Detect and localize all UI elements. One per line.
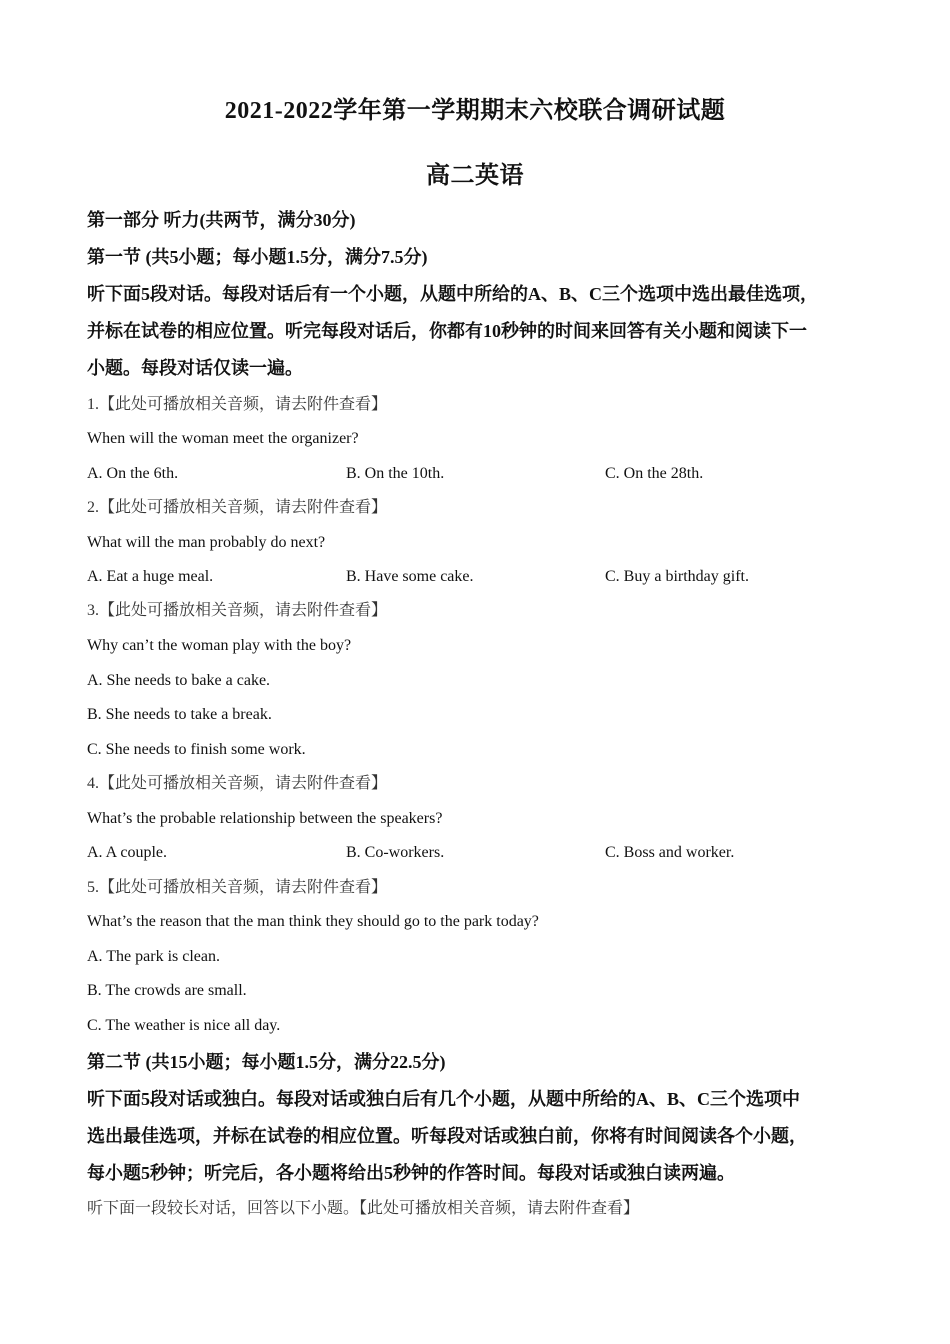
section2-instruction-line: 听下面5段对话或独白。每段对话或独白后有几个小题，从题中所给的A、B、C三个选项中: [87, 1089, 800, 1109]
audio-note-q2: 2.【此处可播放相关音频，请去附件查看】: [87, 499, 388, 516]
question-q3: Why can’t the woman play with the boy?: [87, 637, 352, 654]
section1-instruction-line: 小题。每段对话仅读一遍。: [87, 358, 303, 378]
option-q1-a: A. On the 6th.: [87, 465, 179, 482]
option-q4-b: B. Co-workers.: [346, 844, 445, 861]
option-q4-a: A. A couple.: [87, 844, 167, 861]
option-q5-b: B. The crowds are small.: [87, 982, 247, 999]
option-q3-b: B. She needs to take a break.: [87, 706, 272, 723]
option-q2-b: B. Have some cake.: [346, 568, 474, 585]
question-q5: What’s the reason that the man think they should go to the park today?: [87, 913, 539, 930]
option-q1-b: B. On the 10th.: [346, 465, 445, 482]
part1-heading: 第一部分 听力(共两节，满分30分): [87, 210, 356, 230]
question-q2: What will the man probably do next?: [87, 534, 326, 551]
option-q5-c: C. The weather is nice all day.: [87, 1017, 281, 1034]
audio-note-q1: 1.【此处可播放相关音频，请去附件查看】: [87, 396, 388, 413]
option-q4-c: C. Boss and worker.: [605, 844, 735, 861]
question-q4: What’s the probable relationship between the speakers?: [87, 810, 443, 827]
section2-instruction-line: 每小题5秒钟；听完后，各小题将给出5秒钟的作答时间。每段对话或独白读两遍。: [87, 1163, 735, 1183]
exam-title: 2021-2022学年第一学期期末六校联合调研试题: [224, 98, 726, 124]
audio-note-q4: 4.【此处可播放相关音频，请去附件查看】: [87, 775, 388, 792]
option-q5-a: A. The park is clean.: [87, 948, 220, 965]
audio-note-q3: 3.【此处可播放相关音频，请去附件查看】: [87, 602, 388, 619]
option-q3-c: C. She needs to finish some work.: [87, 741, 306, 758]
section1-heading: 第一节 (共5小题；每小题1.5分，满分7.5分): [87, 247, 428, 267]
audio-note-q5: 5.【此处可播放相关音频，请去附件查看】: [87, 879, 388, 896]
section1-instruction-line: 听下面5段对话。每段对话后有一个小题，从题中所给的A、B、C三个选项中选出最佳选项，: [87, 284, 818, 304]
exam-subtitle: 高二英语: [426, 163, 524, 189]
section2-audio-note: 听下面一段较长对话，回答以下小题。【此处可播放相关音频，请去附件查看】: [87, 1200, 640, 1217]
section2-instruction-line: 选出最佳选项，并标在试卷的相应位置。听每段对话或独白前，你将有时间阅读各个小题，: [87, 1126, 807, 1146]
section1-instruction-line: 并标在试卷的相应位置。听完每段对话后，你都有10秒钟的时间来回答有关小题和阅读下一: [87, 321, 807, 341]
option-q2-a: A. Eat a huge meal.: [87, 568, 214, 585]
section2-heading: 第二节 (共15小题；每小题1.5分，满分22.5分): [87, 1052, 446, 1072]
option-q2-c: C. Buy a birthday gift.: [605, 568, 749, 585]
option-q1-c: C. On the 28th.: [605, 465, 704, 482]
question-q1: When will the woman meet the organizer?: [87, 430, 359, 447]
option-q3-a: A. She needs to bake a cake.: [87, 672, 271, 689]
